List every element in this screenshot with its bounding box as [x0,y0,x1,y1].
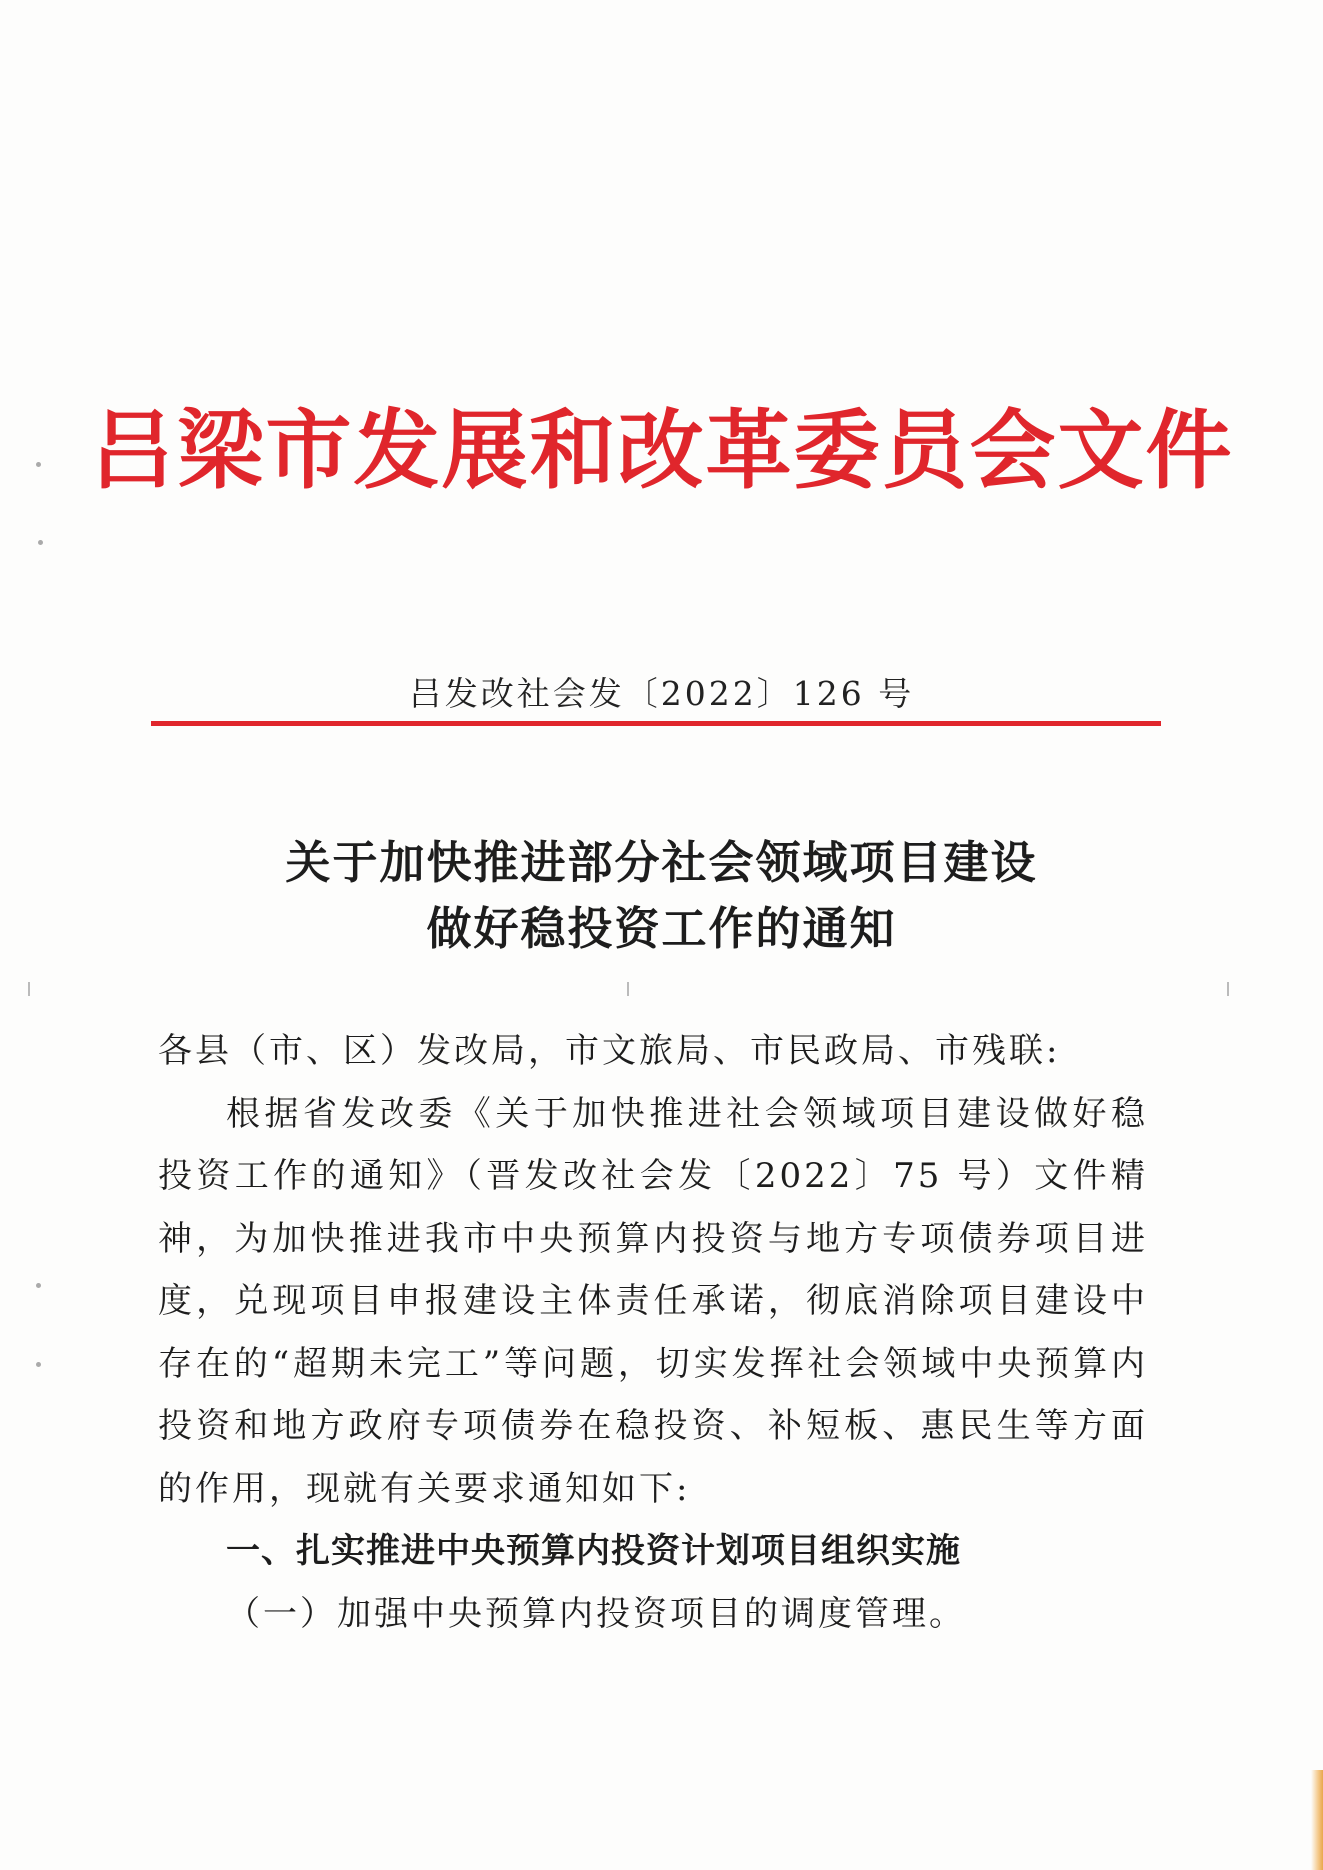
notice-title-line1: 关于加快推进部分社会领域项目建设 [285,836,1038,889]
scan-mark [28,982,30,996]
scan-mark [36,462,41,467]
section-heading: 一、扎实推进中央预算内投资计划项目组织实施 [226,1531,961,1571]
scan-mark [36,1283,41,1288]
scan-mark [627,982,629,996]
red-separator-line [151,721,1161,726]
body-paragraph: 根据省发改委《关于加快推进社会领域项目建设做好稳投资工作的通知》（晋发改社会发〔2022〕75 号）文件精神，为加快推进我市中央预算内投资与地方专项债券项目进度，兑现项目申报建设主体责任承诺，彻底消除项目建设中存在的“超期未完工”等问题，切实发挥社会领域中央预算内投资和地方政府专项债券在稳投资、补短板、惠民生等方面的作用，现就有关要求通知如下: [158,1093,1148,1509]
notice-title [0,830,1323,962]
notice-title-line2: 做好稳投资工作的通知 [426,902,897,955]
scan-mark [38,540,43,545]
sub-heading: （一）加强中央预算内投资项目的调度管理。 [226,1593,966,1634]
body-text [158,1020,1148,1645]
document-number: 吕发改社会发〔2022〕126 号 [408,674,915,713]
org-header-title: 吕梁市发展和改革委员会文件 [89,400,1234,501]
scan-edge-artifact [1311,1770,1323,1870]
scan-mark [36,1362,41,1367]
scan-mark [1227,982,1229,996]
addressee-line: 各县（市、区）发改局，市文旅局、市民政局、市残联: [158,1031,1061,1071]
